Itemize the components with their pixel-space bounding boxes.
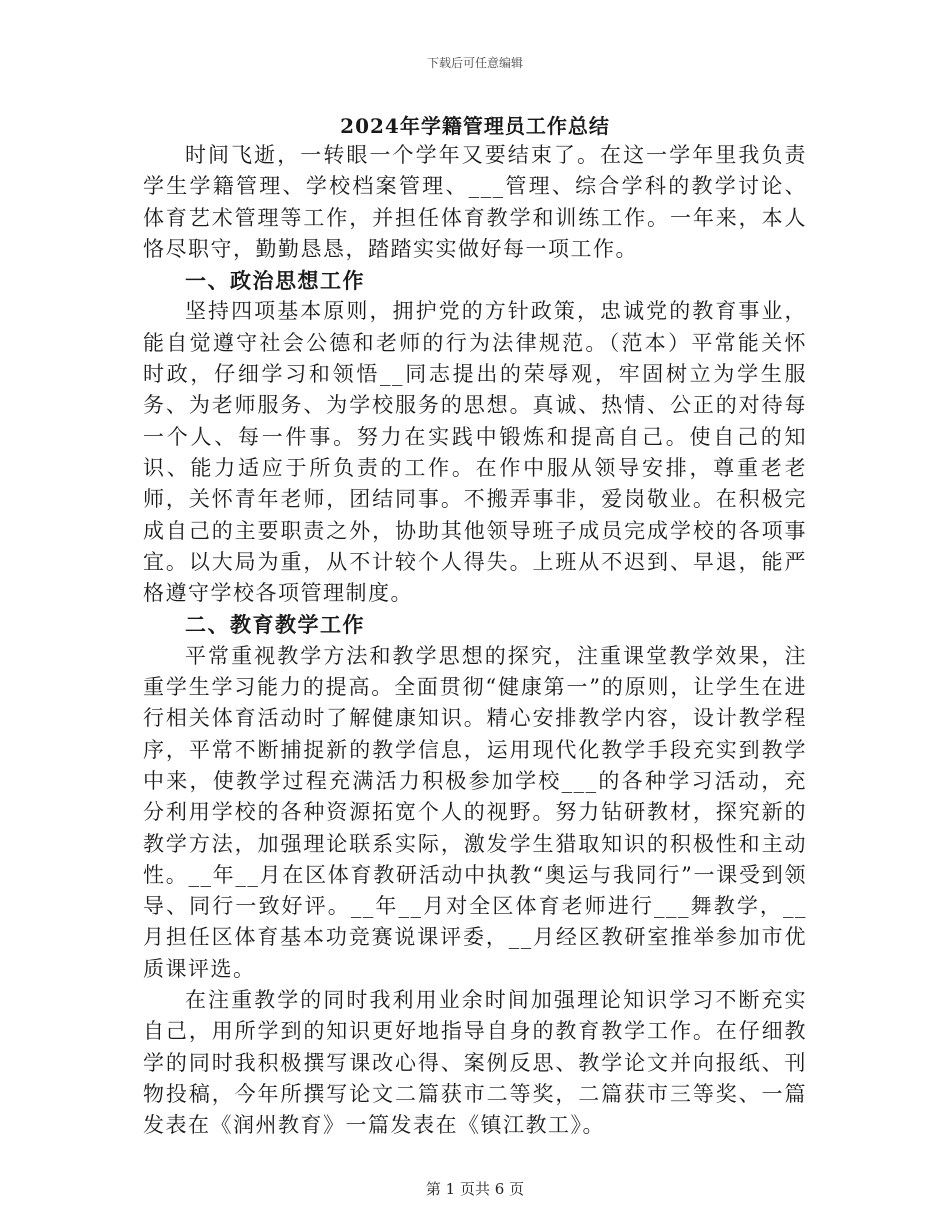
paragraph-teaching: 平常重视教学方法和教学思想的探究，注重课堂教学效果，注重学生学习能力的提高。全面贯彻“健康第一”的原则，让学生在进行相关体育活动时了解健康知识。精心安排教学内容，设计教学程序，平常不断捕捉新的教学信息，运用现代化教学手段充实到教学中来，使教学过程充满活力积极参加学校___的各种学习活动，充分利用学校的各种资源拓宽个人的视野。努力钻研教材，探究新的教学方法，加强理论联系实际，激发学生猎取知识的积极性和主动性。__年__月在区体育教研活动中执教“奥运与我同行”一课受到领导、同行一致好评。__年__月对全区体育老师进行___舞教学，__月担任区体育基本功竞赛说课评委，__月经区教研室推举参加市优质课评选。 [143,643,807,981]
section-heading-politics: 一、政治思想工作 [185,268,365,294]
paragraph-intro: 时间飞逝，一转眼一个学年又要结束了。在这一学年里我负责学生学籍管理、学校档案管理、___管理、综合学科的教学讨论、体育艺术管理等工作，并担任体育教学和训练工作。一年来，本人恪尽职守，勤勤恳恳，踏踏实实做好每一项工作。 [143,143,807,261]
page-footer: 第 1 页共 6 页 [425,1180,525,1198]
document-title: 2024年学籍管理员工作总结 [340,114,610,138]
document-body [143,140,807,1142]
header-note: 下载后可任意编辑 [426,56,523,70]
paragraph-research: 在注重教学的同时我利用业余时间加强理论知识学习不断充实自己，用所学到的知识更好地指导自身的教育教学工作。在仔细教学的同时我积极撰写课改心得、案例反思、教学论文并向报纸、刊物投稿，今年所撰写论文二篇获市二等奖，二篇获市三等奖、一篇发表在《润州教育》一篇发表在《镇江教工》。 [143,988,807,1138]
paragraph-politics: 坚持四项基本原则，拥护党的方针政策，忠诚党的教育事业，能自觉遵守社会公德和老师的行为法律规范。（范本）平常能关怀时政，仔细学习和领悟__同志提出的荣辱观，牢固树立为学生服务、为老师服务、为学校服务的思想。真诚、热情、公正的对待每一个人、每一件事。努力在实践中锻炼和提高自己。使自己的知识、能力适应于所负责的工作。在作中服从领导安排，尊重老老师，关怀青年老师，团结同事。不搬弄事非，爱岗敬业。在积极完成自己的主要职责之外，协助其他领导班子成员完成学校的各项事宜。以大局为重，从不计较个人得失。上班从不迟到、早退，能严格遵守学校各项管理制度。 [143,299,807,606]
section-heading-teaching: 二、教育教学工作 [185,612,365,638]
